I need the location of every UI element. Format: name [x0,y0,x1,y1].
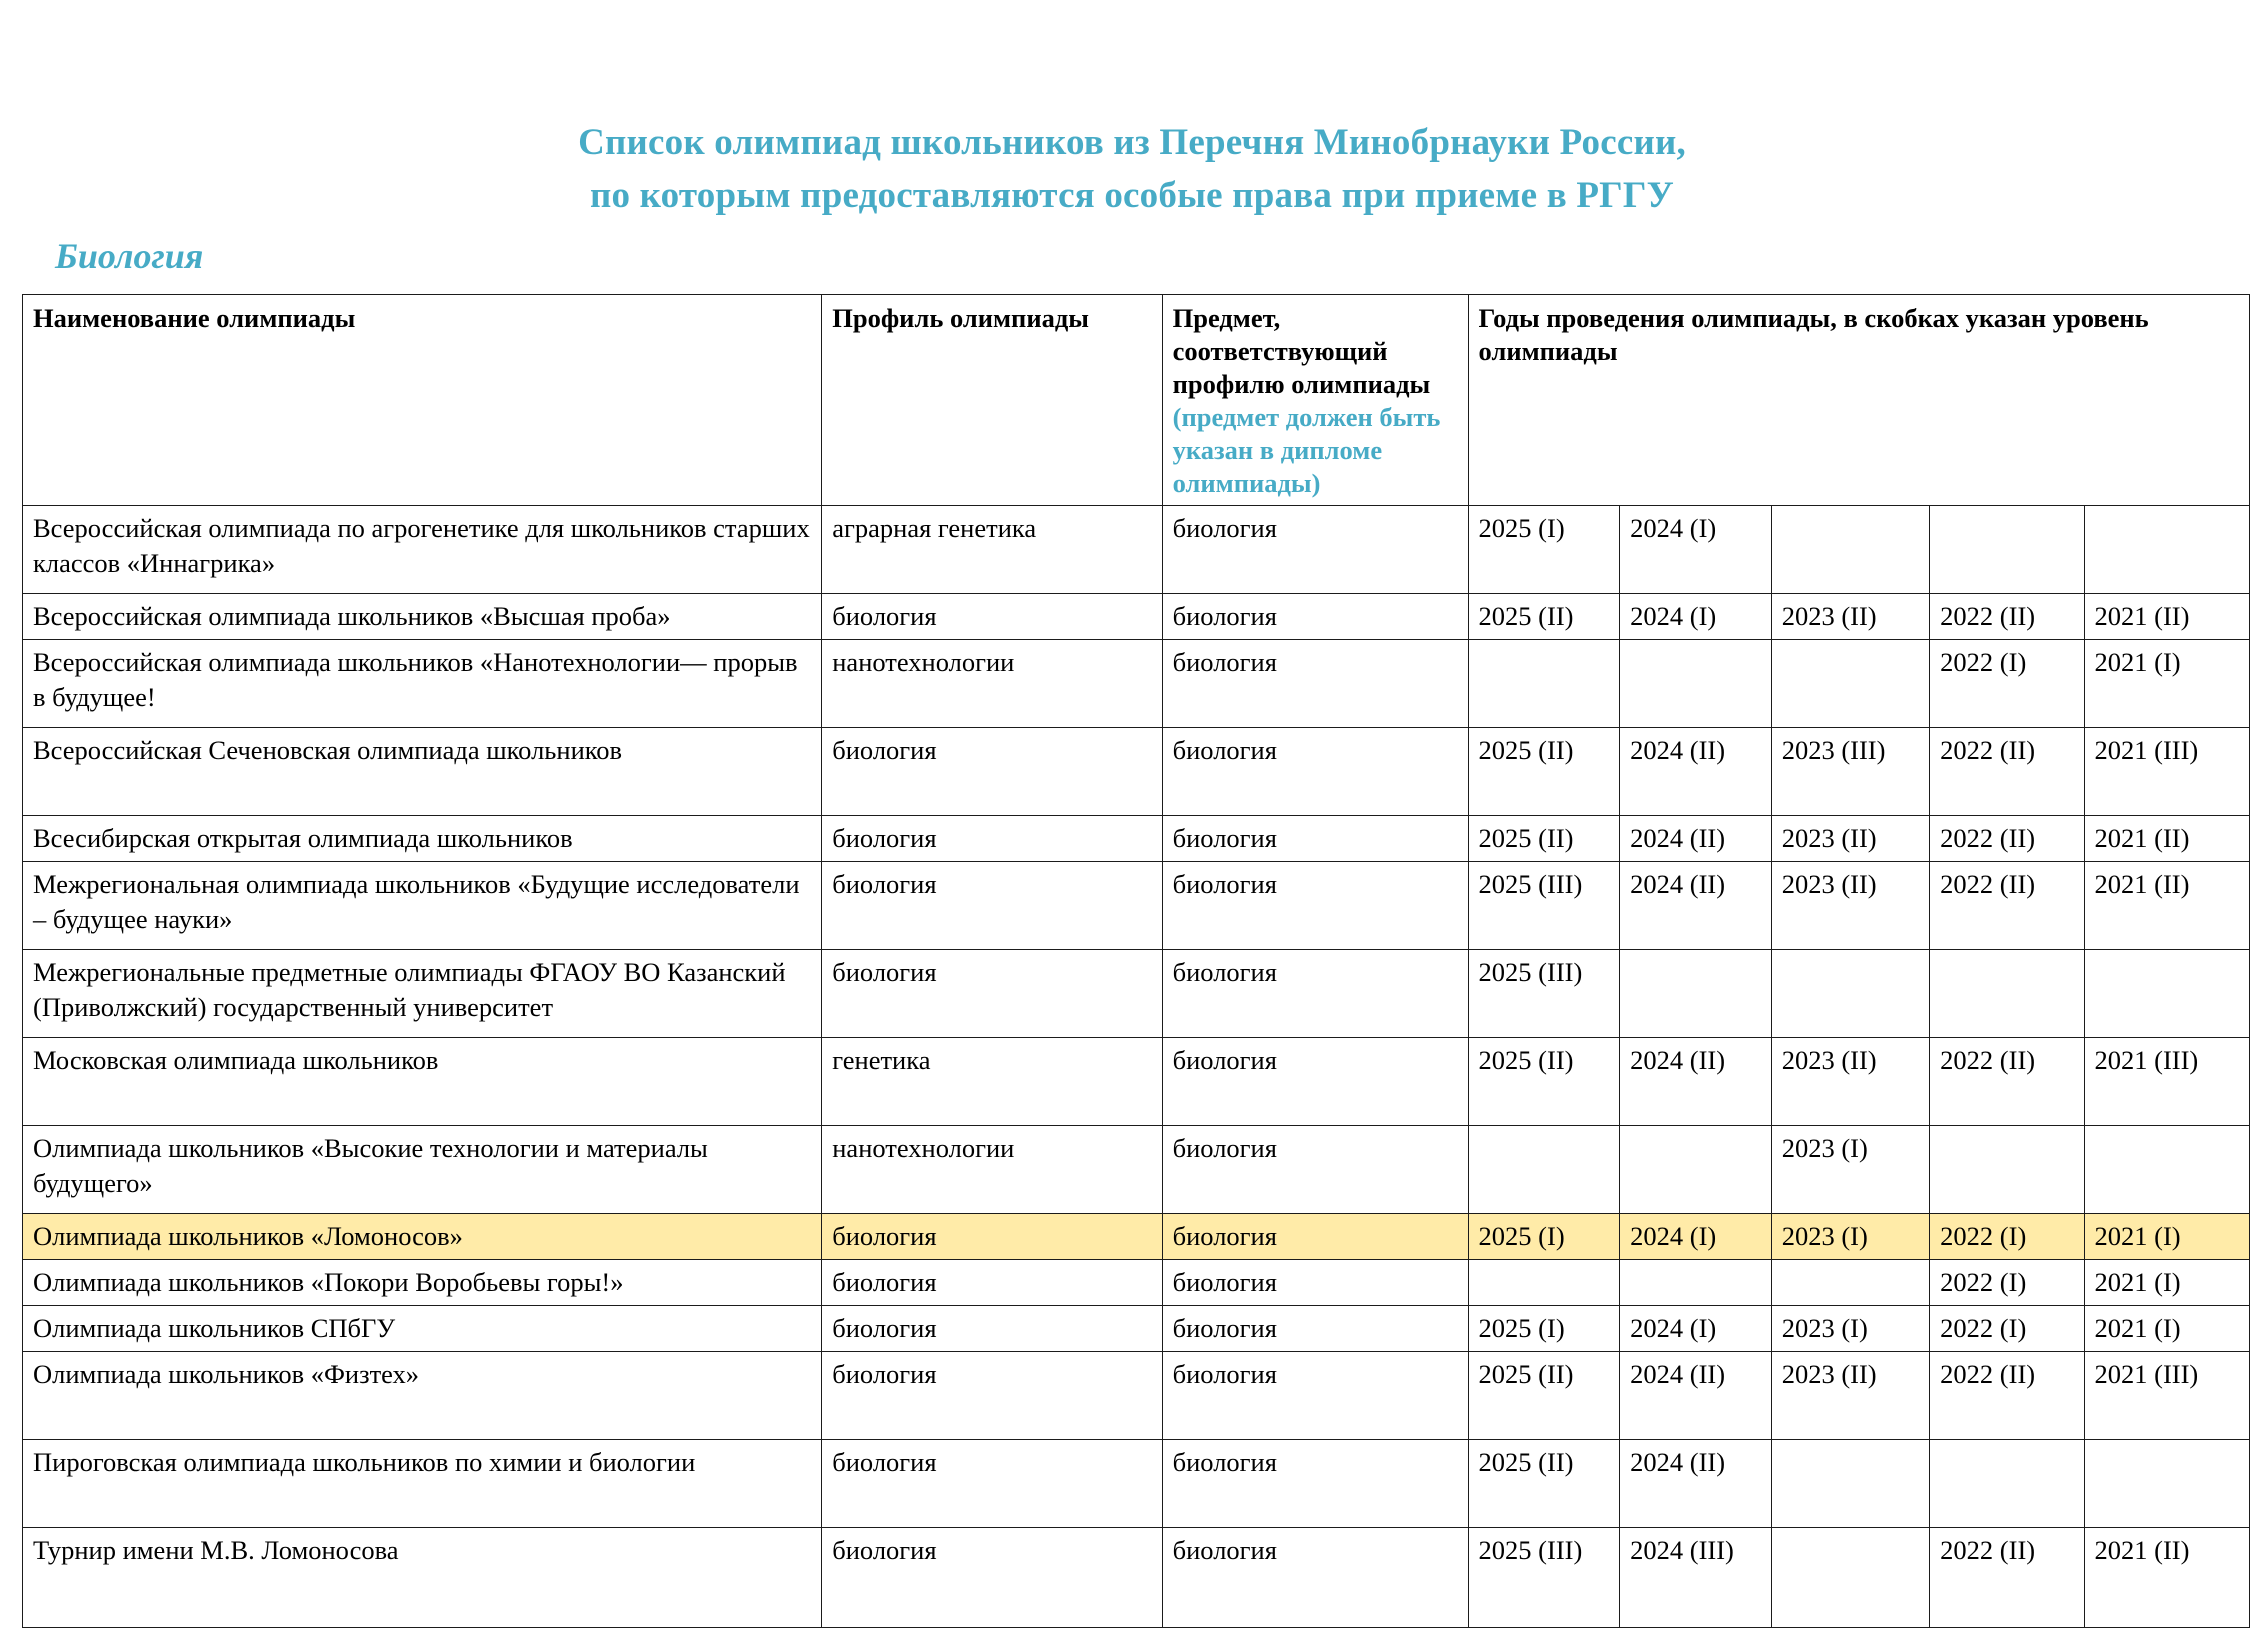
cell-year: 2024 (I) [1620,594,1772,640]
cell-year: 2022 (II) [1930,1528,2084,1628]
cell-year [1620,1260,1772,1306]
table-row [23,1214,2250,1260]
cell-year [1771,1528,1929,1628]
cell-year: 2023 (II) [1771,816,1929,862]
cell-year [1468,1260,1620,1306]
cell-subject: биология [1162,862,1468,950]
cell-profile: биология [822,1352,1162,1440]
cell-year: 2025 (II) [1468,728,1620,816]
cell-year: 2023 (II) [1771,862,1929,950]
cell-olympiad-name: Всероссийская олимпиада школьников «Нанотехнологии— прорыв в будущее! [23,640,822,728]
table-row [23,1528,2250,1628]
table-row [23,1126,2250,1214]
cell-year: 2023 (I) [1771,1126,1929,1214]
cell-profile: биология [822,950,1162,1038]
cell-year: 2021 (III) [2084,728,2250,816]
cell-subject: биология [1162,728,1468,816]
cell-year: 2024 (II) [1620,862,1772,950]
cell-year [1468,640,1620,728]
cell-year: 2024 (II) [1620,816,1772,862]
cell-profile: нанотехнологии [822,640,1162,728]
table-header [23,295,2250,506]
cell-olympiad-name: Всероссийская олимпиада по агрогенетике для школьников старших классов «Иннагрика» [23,506,822,594]
cell-year: 2024 (II) [1620,1352,1772,1440]
cell-year [1620,950,1772,1038]
table-row [23,1306,2250,1352]
cell-profile: биология [822,1528,1162,1628]
header-subject-main: Предмет, соответствующий профилю олимпиады [1172,303,1431,399]
cell-subject: биология [1162,1038,1468,1126]
cell-olympiad-name: Всесибирская открытая олимпиада школьников [23,816,822,862]
cell-subject: биология [1162,594,1468,640]
cell-subject: биология [1162,506,1468,594]
cell-year [1620,1126,1772,1214]
cell-year: 2025 (II) [1468,594,1620,640]
cell-year [2084,950,2250,1038]
cell-year: 2024 (I) [1620,1306,1772,1352]
cell-year: 2025 (I) [1468,506,1620,594]
cell-year: 2023 (II) [1771,594,1929,640]
cell-profile: биология [822,862,1162,950]
cell-subject: биология [1162,950,1468,1038]
table-row [23,816,2250,862]
cell-profile: генетика [822,1038,1162,1126]
cell-year: 2022 (II) [1930,862,2084,950]
cell-year: 2021 (I) [2084,1214,2250,1260]
cell-year [1930,1440,2084,1528]
cell-year: 2021 (II) [2084,594,2250,640]
cell-year: 2025 (I) [1468,1214,1620,1260]
cell-year: 2024 (III) [1620,1528,1772,1628]
cell-year: 2021 (III) [2084,1038,2250,1126]
title-line-1: Список олимпиад школьников из Перечня Минобрнауки России, [578,122,1686,163]
cell-profile: биология [822,594,1162,640]
cell-year: 2025 (II) [1468,1352,1620,1440]
cell-profile: нанотехнологии [822,1126,1162,1214]
cell-subject: биология [1162,1528,1468,1628]
cell-year: 2022 (II) [1930,1352,2084,1440]
olympiad-table [22,294,2250,1628]
cell-olympiad-name: Московская олимпиада школьников [23,1038,822,1126]
table-row [23,640,2250,728]
cell-year: 2021 (III) [2084,1352,2250,1440]
cell-olympiad-name: Всероссийская Сеченовская олимпиада школьников [23,728,822,816]
title-line-2: по которым предоставляются особые права при приеме в РГГУ [589,175,1675,216]
cell-profile: биология [822,1306,1162,1352]
cell-profile: биология [822,1440,1162,1528]
cell-year [2084,1126,2250,1214]
cell-year: 2022 (II) [1930,728,2084,816]
table-row [23,862,2250,950]
cell-year: 2024 (I) [1620,1214,1772,1260]
table-row [23,950,2250,1038]
cell-year [1930,1126,2084,1214]
cell-olympiad-name: Межрегиональные предметные олимпиады ФГАОУ ВО Казанский (Приволжский) государственный университет [23,950,822,1038]
cell-subject: биология [1162,1440,1468,1528]
cell-olympiad-name: Межрегиональная олимпиада школьников «Будущие исследователи – будущее науки» [23,862,822,950]
cell-subject: биология [1162,1214,1468,1260]
cell-year [1468,1126,1620,1214]
cell-year: 2022 (I) [1930,1260,2084,1306]
cell-year: 2024 (I) [1620,506,1772,594]
cell-year: 2023 (II) [1771,1038,1929,1126]
cell-year: 2022 (I) [1930,1214,2084,1260]
cell-year: 2021 (II) [2084,862,2250,950]
cell-year: 2025 (II) [1468,1440,1620,1528]
cell-year [1771,640,1929,728]
cell-year: 2022 (I) [1930,1306,2084,1352]
cell-year: 2022 (II) [1930,816,2084,862]
table-row [23,1260,2250,1306]
header-profile: Профиль олимпиады [822,295,1162,506]
cell-year: 2025 (III) [1468,862,1620,950]
cell-year: 2025 (I) [1468,1306,1620,1352]
header-subject [1162,295,1468,506]
cell-olympiad-name: Олимпиада школьников «Ломоносов» [23,1214,822,1260]
cell-year: 2024 (II) [1620,728,1772,816]
cell-profile: биология [822,816,1162,862]
cell-subject: биология [1162,1306,1468,1352]
cell-profile: биология [822,1214,1162,1260]
section-heading-biology: Биология [55,236,204,276]
table-row [23,1352,2250,1440]
table-row [23,594,2250,640]
cell-year: 2021 (II) [2084,816,2250,862]
cell-year [1771,1440,1929,1528]
cell-year: 2025 (II) [1468,816,1620,862]
cell-year: 2021 (I) [2084,640,2250,728]
cell-olympiad-name: Пироговская олимпиада школьников по химии и биологии [23,1440,822,1528]
cell-year [1930,950,2084,1038]
cell-year: 2023 (II) [1771,1352,1929,1440]
cell-year: 2022 (II) [1930,1038,2084,1126]
cell-year: 2022 (II) [1930,594,2084,640]
cell-subject: биология [1162,816,1468,862]
cell-olympiad-name: Олимпиада школьников «Покори Воробьевы горы!» [23,1260,822,1306]
cell-year: 2023 (I) [1771,1214,1929,1260]
cell-year: 2025 (III) [1468,950,1620,1038]
header-years: Годы проведения олимпиады, в скобках указан уровень олимпиады [1468,295,2249,506]
cell-subject: биология [1162,640,1468,728]
cell-olympiad-name: Олимпиада школьников «Высокие технологии и материалы будущего» [23,1126,822,1214]
table-row [23,1038,2250,1126]
cell-year [2084,1440,2250,1528]
cell-subject: биология [1162,1352,1468,1440]
cell-year: 2021 (I) [2084,1306,2250,1352]
cell-year [1771,1260,1929,1306]
cell-year: 2022 (I) [1930,640,2084,728]
table-row [23,1440,2250,1528]
cell-year [1771,950,1929,1038]
table-header-row [23,295,2250,506]
cell-profile: биология [822,1260,1162,1306]
cell-year [1771,506,1929,594]
table-body [23,506,2250,1628]
cell-year: 2024 (II) [1620,1440,1772,1528]
cell-subject: биология [1162,1126,1468,1214]
cell-year [1930,506,2084,594]
table-row [23,506,2250,594]
cell-olympiad-name: Олимпиада школьников «Физтех» [23,1352,822,1440]
cell-year: 2023 (III) [1771,728,1929,816]
table-row [23,728,2250,816]
cell-year: 2023 (I) [1771,1306,1929,1352]
cell-subject: биология [1162,1260,1468,1306]
cell-year [2084,506,2250,594]
cell-year [1620,640,1772,728]
header-name: Наименование олимпиады [23,295,822,506]
cell-profile: аграрная генетика [822,506,1162,594]
cell-year: 2021 (I) [2084,1260,2250,1306]
cell-profile: биология [822,728,1162,816]
cell-year: 2025 (II) [1468,1038,1620,1126]
cell-olympiad-name: Турнир имени М.В. Ломоносова [23,1528,822,1628]
cell-year: 2025 (III) [1468,1528,1620,1628]
cell-olympiad-name: Всероссийская олимпиада школьников «Высшая проба» [23,594,822,640]
olympiad-table-container [22,294,2250,1628]
cell-year: 2021 (II) [2084,1528,2250,1628]
cell-olympiad-name: Олимпиада школьников СПбГУ [23,1306,822,1352]
cell-year: 2024 (II) [1620,1038,1772,1126]
header-subject-note: (предмет должен быть указан в дипломе олимпиады) [1172,402,1441,498]
document-title [0,0,2264,222]
